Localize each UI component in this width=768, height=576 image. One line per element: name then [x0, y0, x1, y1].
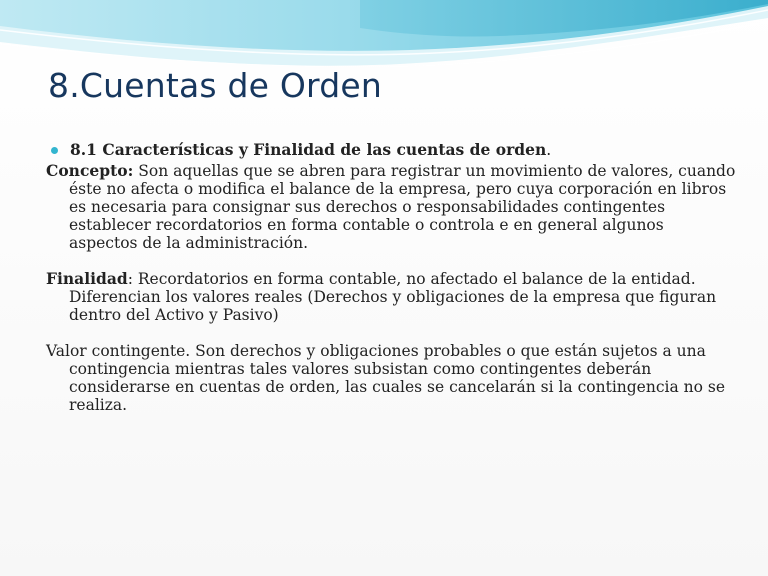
- concepto-label: Concepto:: [46, 161, 134, 180]
- bullet-item: [46, 141, 736, 159]
- concepto-text: Son aquellas que se abren para registrar un movimiento de valores, cuando éste no afecta o modifica el balance de la empresa, pero cuya corporación en libros es necesaria para consignar sus derechos o responsabilidades contingentes establecer recordatorios en forma contable o controla e en general algunos aspectos de la administración.: [69, 162, 736, 252]
- bullet-trailing-period: .: [546, 141, 552, 159]
- slide-content: [46, 141, 736, 432]
- bullet-dot-icon: [51, 147, 58, 154]
- slide-title: 8.Cuentas de Orden: [48, 66, 382, 105]
- valor-contingente-text: Valor contingente. Son derechos y obligaciones probables o que están sujetos a una contingencia mientras tales valores subsistan como contingentes deberán considerarse en cuentas de orden, las cuales se cancelarán si la contingencia no se realiza.: [46, 342, 726, 414]
- finalidad-text: : Recordatorios en forma contable, no afectado el balance de la entidad. Diferencian los valores reales (Derechos y obligaciones de la empresa que figuran dentro del Activo y Pasivo): [69, 270, 717, 324]
- finalidad-paragraph: [46, 270, 736, 324]
- finalidad-label: Finalidad: [46, 269, 128, 288]
- valor-contingente-paragraph: [46, 342, 736, 414]
- bullet-text: 8.1 Características y Finalidad de las cuentas de orden: [70, 140, 547, 159]
- concepto-paragraph: [46, 162, 736, 252]
